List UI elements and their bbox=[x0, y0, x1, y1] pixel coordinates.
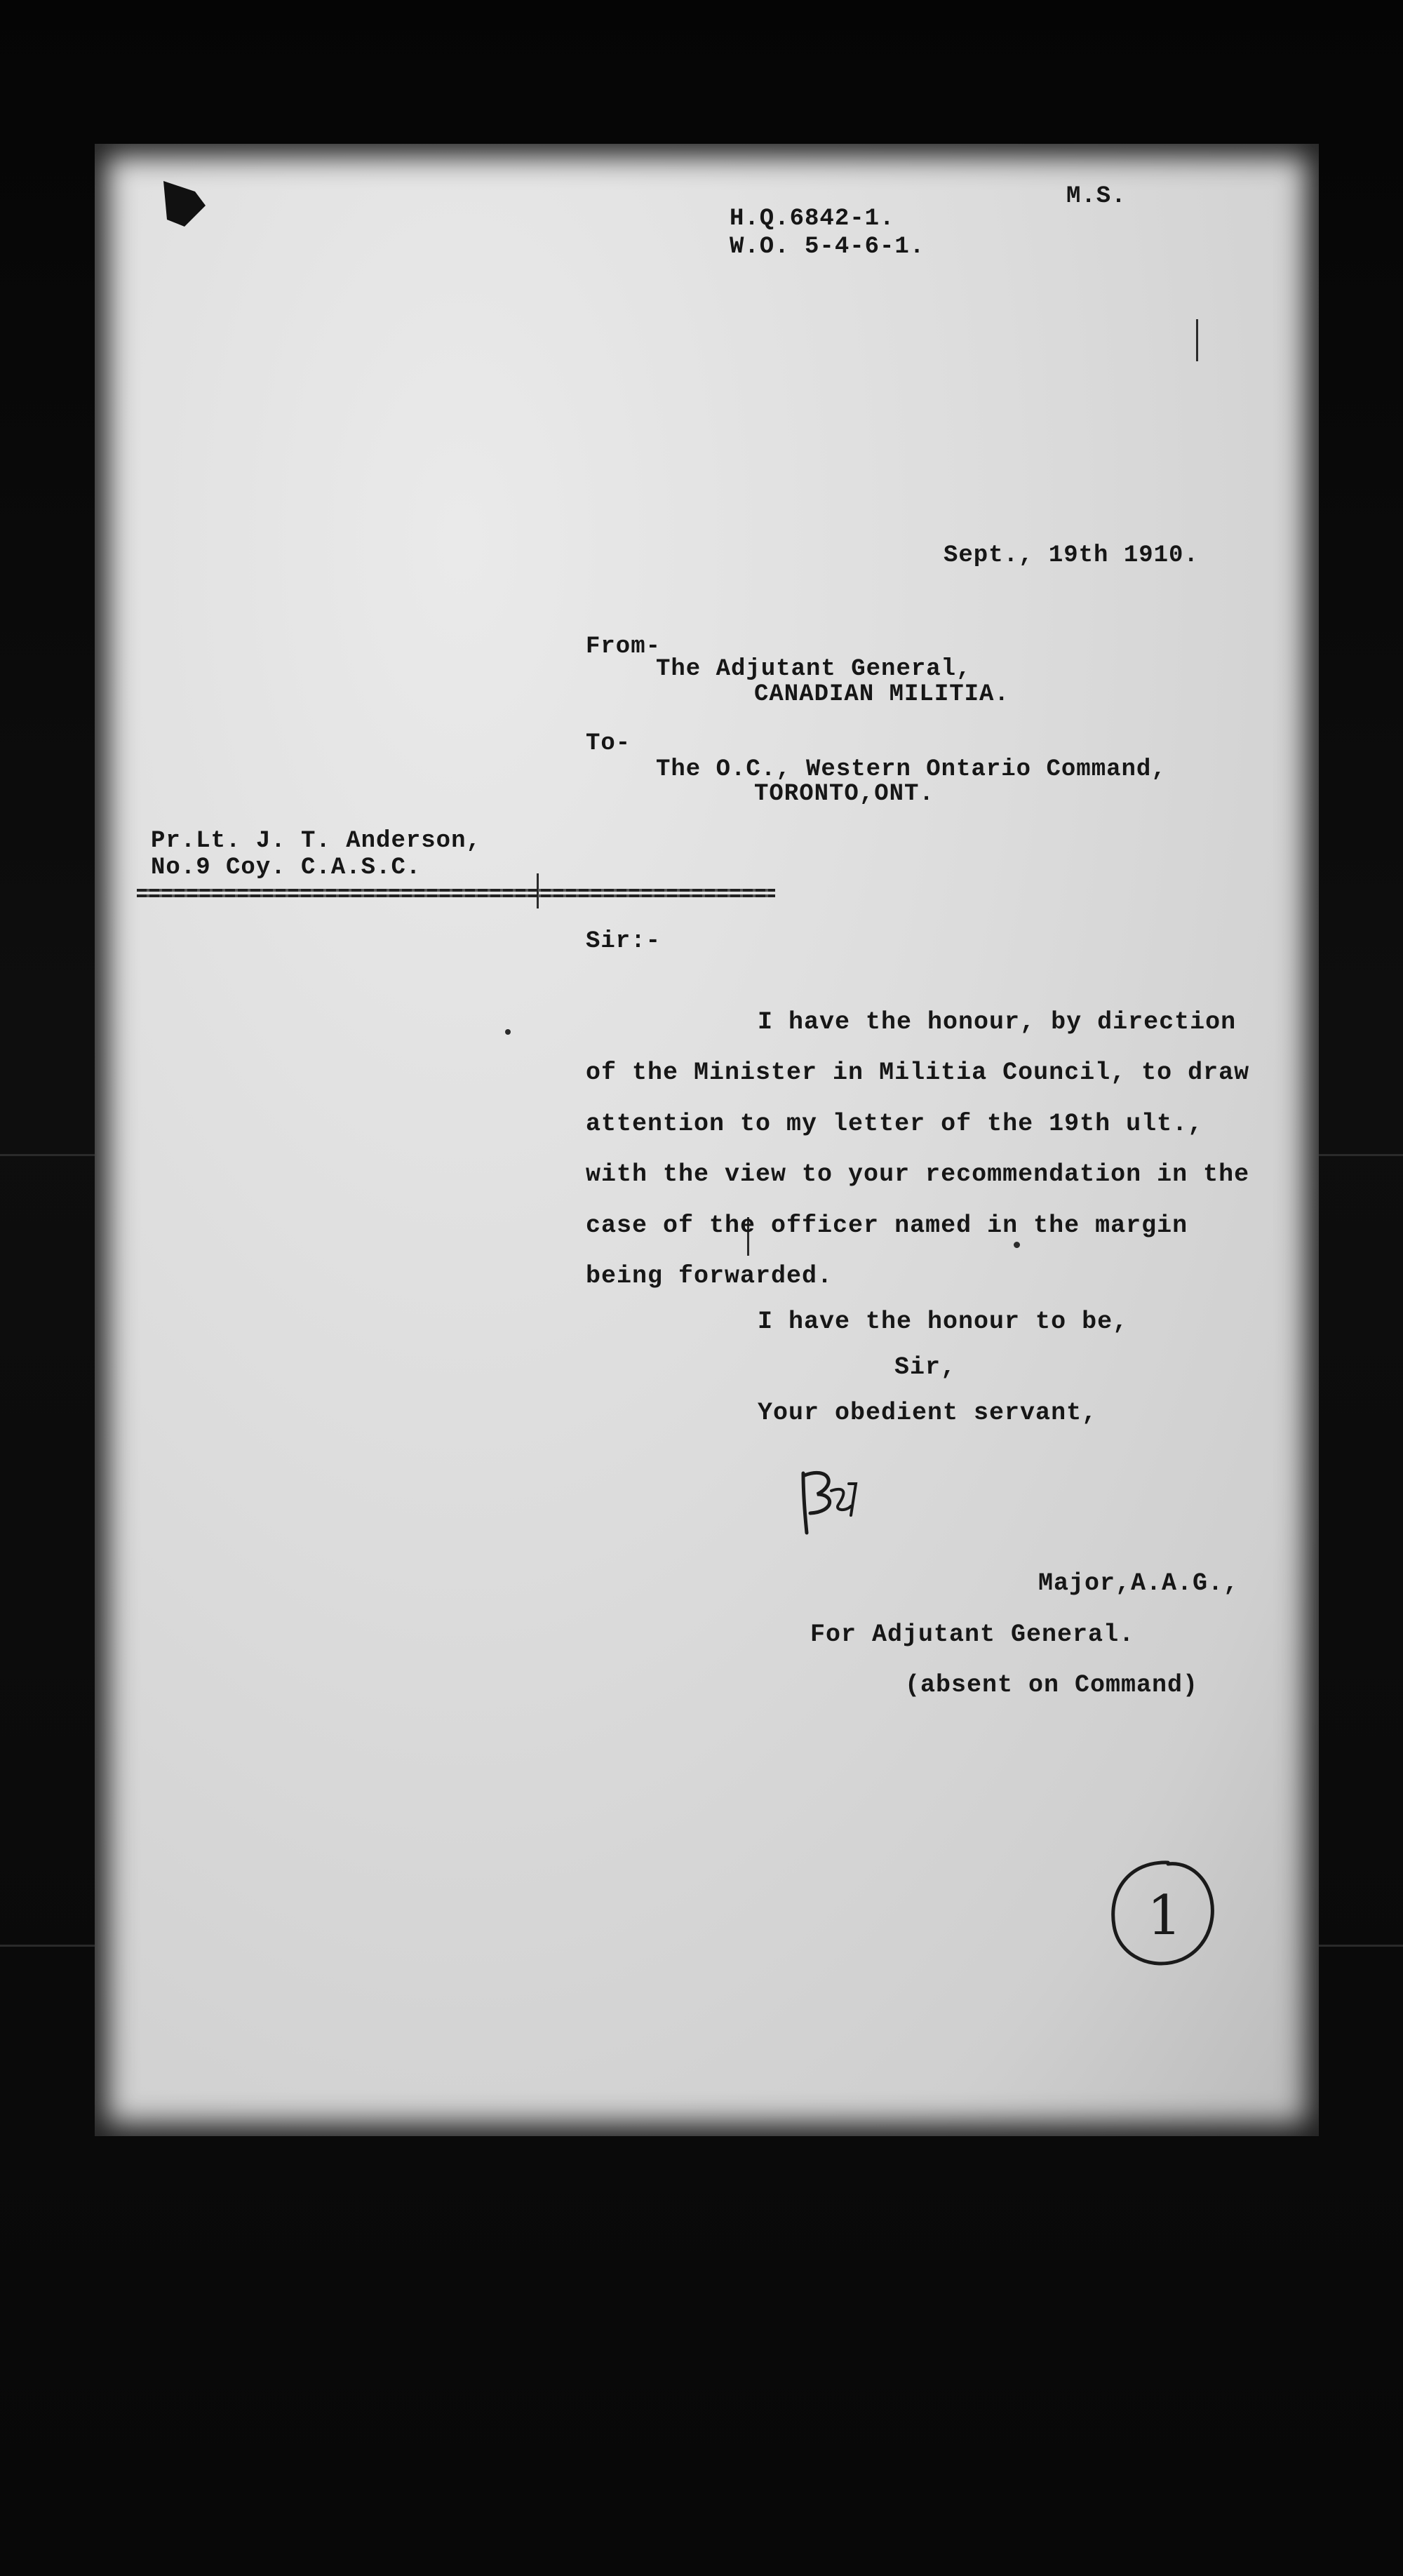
signature-note: (absent on Command) bbox=[905, 1671, 1199, 1699]
body-line: of the Minister in Militia Council, to draw bbox=[586, 1059, 1250, 1087]
letter-date: Sept., 19th 1910. bbox=[944, 542, 1199, 569]
letter-page bbox=[95, 144, 1319, 2136]
body-line: case of the officer named in the margin bbox=[586, 1212, 1188, 1240]
to-line-1: The O.C., Western Ontario Command, bbox=[656, 756, 1167, 783]
body-line: attention to my letter of the 19th ult., bbox=[586, 1110, 1204, 1138]
file-reference-wo: W.O. 5-4-6-1. bbox=[730, 234, 925, 260]
ink-blot-icon bbox=[156, 177, 213, 234]
handwritten-initials-icon bbox=[789, 1463, 866, 1540]
to-label: To- bbox=[586, 730, 631, 757]
dust-speck bbox=[505, 1029, 511, 1035]
dust-speck bbox=[1014, 1242, 1020, 1248]
body-line: being forwarded. bbox=[586, 1262, 833, 1290]
body-line: I have the honour, by direction bbox=[758, 1008, 1237, 1036]
from-line-2: CANADIAN MILITIA. bbox=[754, 681, 1009, 708]
margin-officer-name: Pr.Lt. J. T. Anderson, bbox=[151, 828, 481, 854]
closing-line-3: Your obedient servant, bbox=[758, 1399, 1098, 1427]
page-number-text: 1 bbox=[1147, 1884, 1182, 1947]
margin-rule-2 bbox=[137, 894, 775, 897]
circled-page-number bbox=[1101, 1856, 1228, 1975]
salutation: Sir:- bbox=[586, 928, 662, 955]
signature-title: Major,A.A.G., bbox=[1038, 1569, 1240, 1597]
from-line-1: The Adjutant General, bbox=[656, 656, 972, 683]
to-line-2: TORONTO,ONT. bbox=[754, 781, 934, 807]
margin-rule-1 bbox=[137, 889, 775, 892]
dust-speck bbox=[1196, 319, 1198, 361]
closing-line-2: Sir, bbox=[894, 1353, 957, 1381]
signature-for: For Adjutant General. bbox=[810, 1621, 1135, 1649]
file-reference-hq: H.Q.6842-1. bbox=[730, 206, 895, 232]
margin-officer-unit: No.9 Coy. C.A.S.C. bbox=[151, 854, 422, 881]
from-label: From- bbox=[586, 633, 662, 660]
closing-line-1: I have the honour to be, bbox=[758, 1308, 1129, 1336]
corner-mark: M.S. bbox=[1066, 183, 1127, 210]
body-line: with the view to your recommendation in the bbox=[586, 1160, 1250, 1188]
